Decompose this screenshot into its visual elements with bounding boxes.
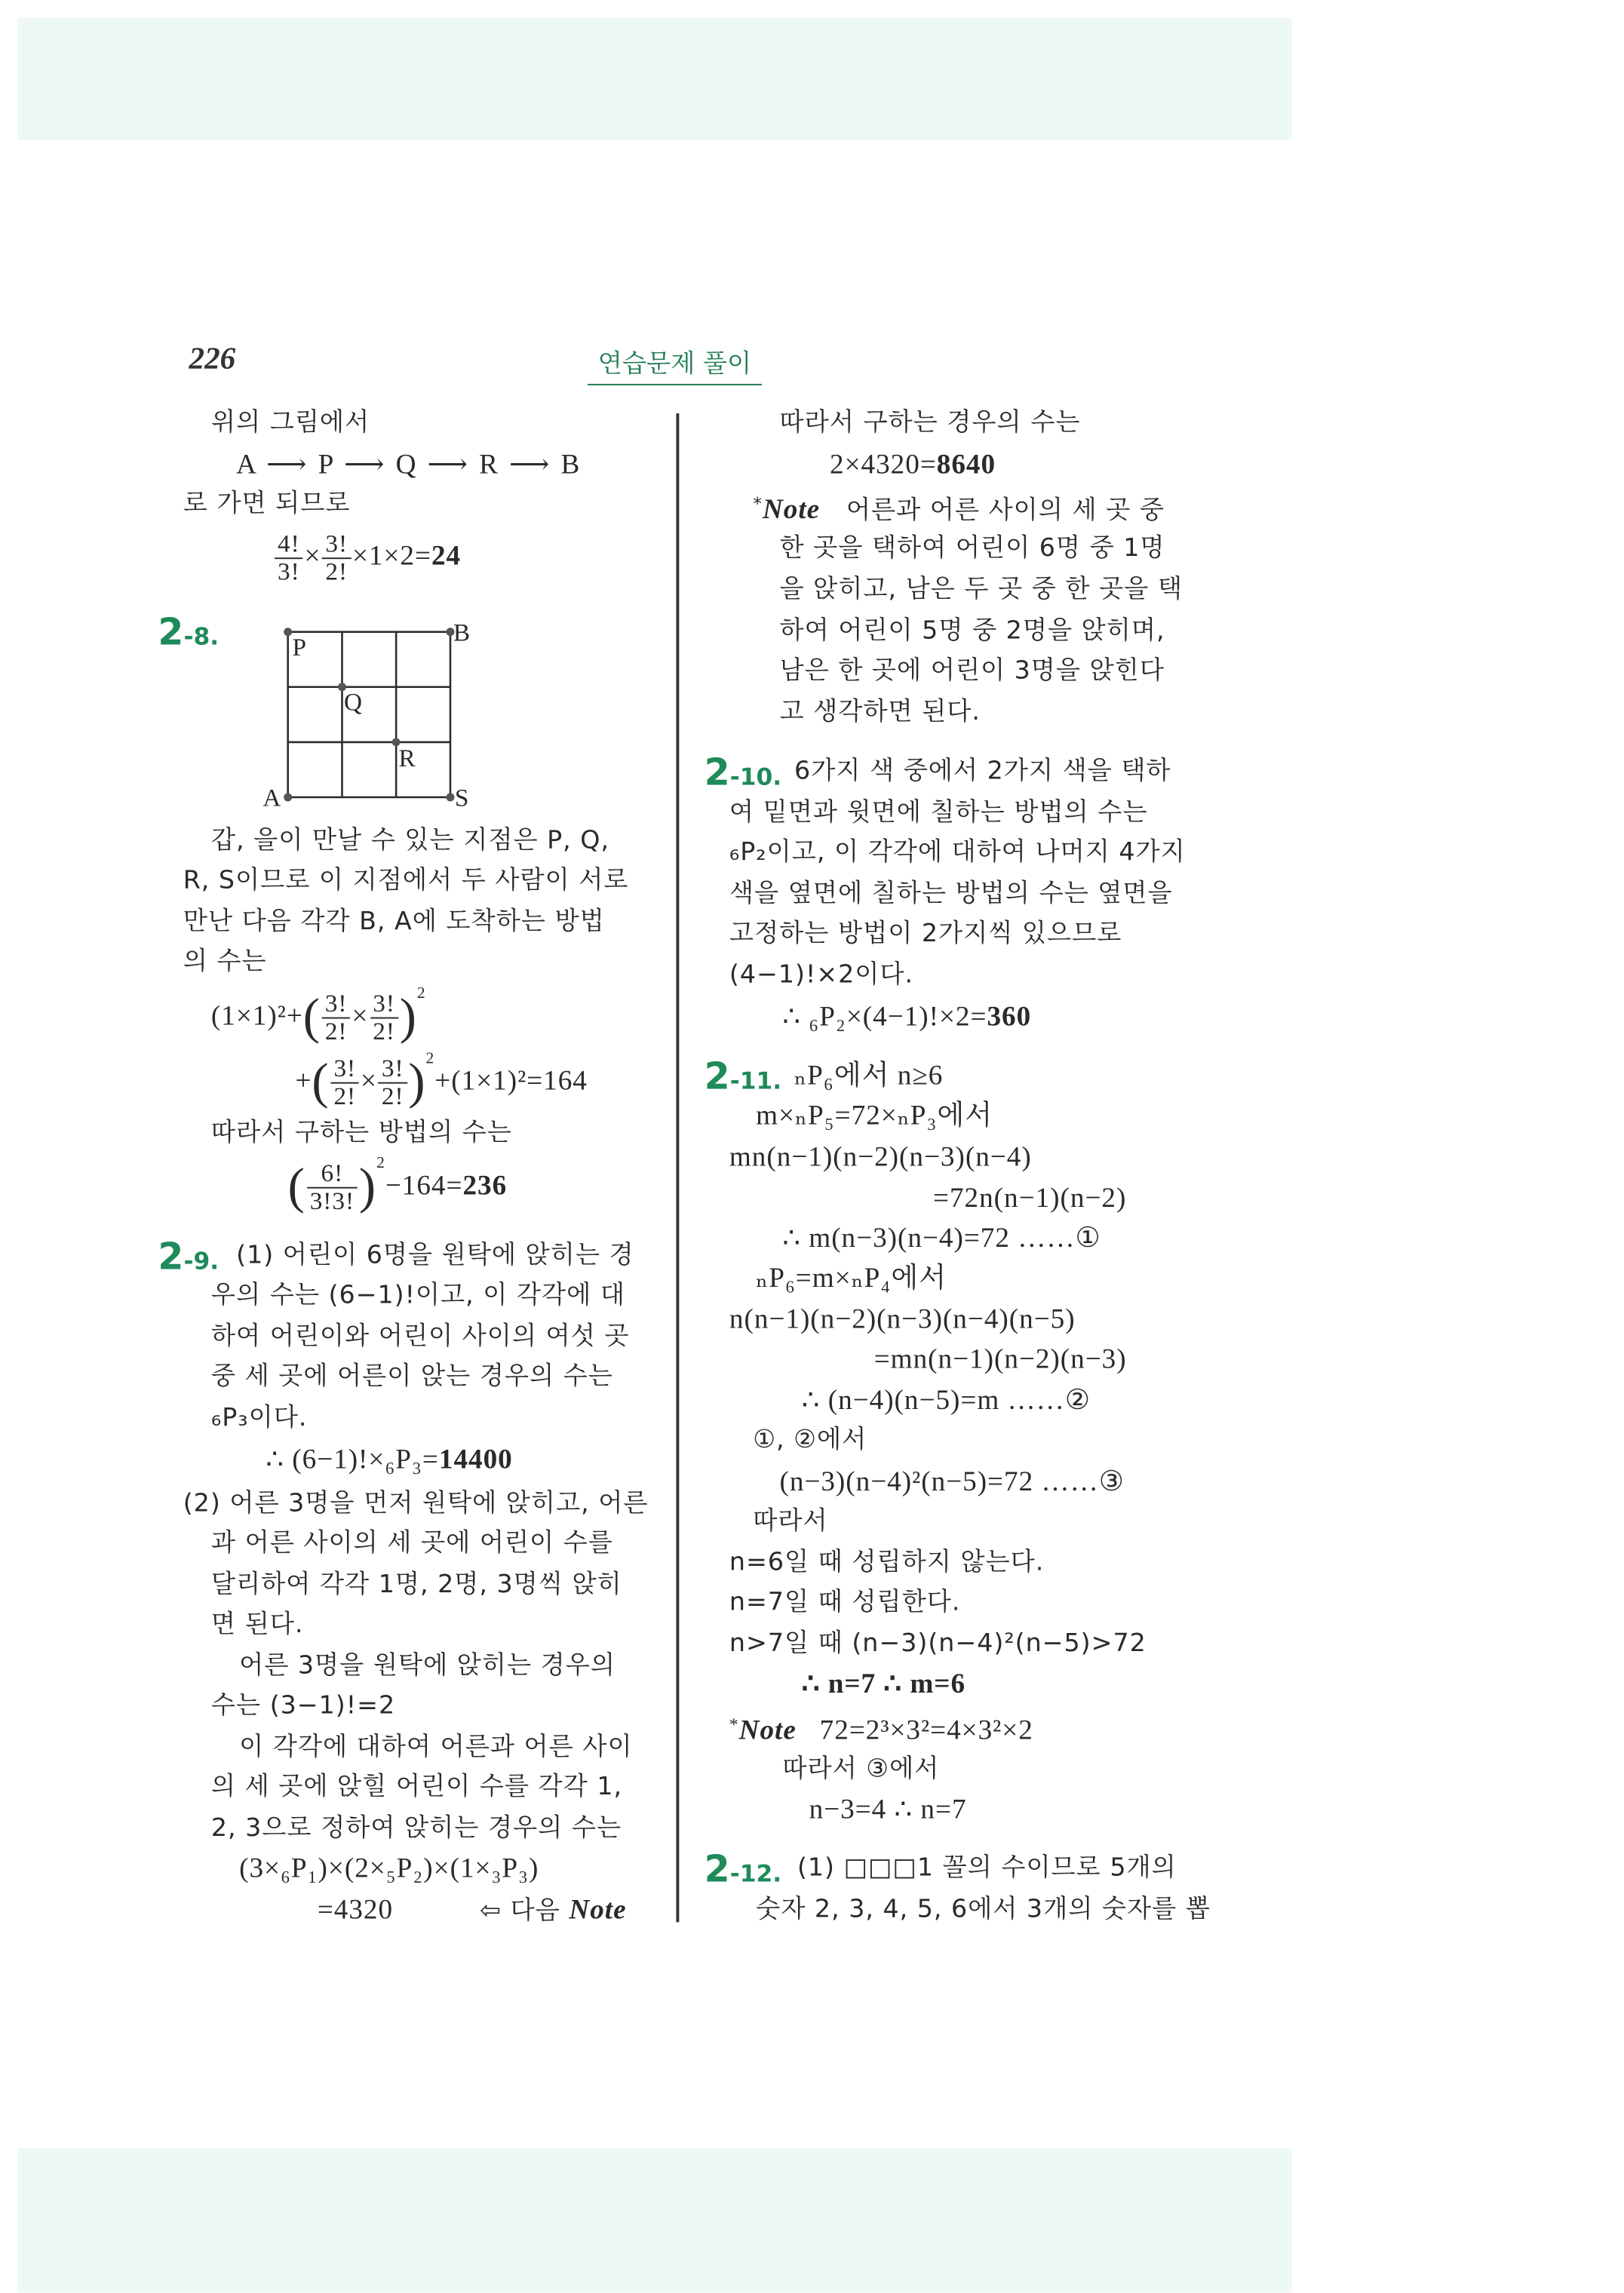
grid-diagram [251,612,487,819]
text-line: n=7일 때 성립한다. [729,1588,961,1618]
text-line: m×ₙP₅=72×ₙP₃에서 [756,1100,993,1132]
text-line: (1) 어린이 6명을 원탁에 앉히는 경 [236,1241,634,1271]
text-line: ₆P₂이고, 이 각각에 대하여 나머지 4가지 [729,837,1186,867]
formula-line-164: +( $\frac{3!}{2!}$ × $\frac{3!}{2!}$ )$^2$+(1×1)²=164 [295,1049,588,1111]
top-tint-band [17,17,1291,140]
text-line: 면 된다. [210,1610,304,1640]
text-line: 따라서 [753,1506,828,1536]
formula-24: $\frac{4!}{3!}$ × $\frac{3!}{2!}$ ×1×2=24 [273,531,461,585]
text-line: 갑, 을이 만날 수 있는 지점은 P, Q, [210,826,609,856]
text-line: (n−3)(n−4)²(n−5)=72 ……③ [779,1466,1125,1498]
text-line: n(n−1)(n−2)(n−3)(n−4)(n−5) [729,1304,1076,1336]
section-title: 연습문제 풀이 [588,342,762,385]
text-line: 6가지 색 중에서 2가지 색을 택하 [794,757,1171,787]
text-line: (1) □□□1 꼴의 수이므로 5개의 [797,1853,1177,1883]
text-line: 여 밑면과 윗면에 칠하는 방법의 수는 [729,797,1148,828]
fraction: $\frac{4!}{3!}$ [275,531,303,585]
text-line: 2, 3으로 정하여 앉히는 경우의 수는 [210,1813,622,1843]
page-number: 226 [189,340,236,376]
text-line: 만난 다음 각각 B, A에 도착하는 방법 [183,907,605,937]
text-line: ₙP₆에서 n≥6 [794,1061,944,1092]
answer-line: ∴ (6−1)!×₆P₃=14400 [266,1444,513,1476]
text-line: ①, ②에서 [753,1425,867,1455]
text-line: (4−1)!×2이다. [729,960,914,990]
problem-label-2-10: 2-10. [704,751,782,794]
grid-label-p: P [292,634,307,662]
problem-label-2-12: 2-12. [704,1847,782,1891]
text-line: 달리하여 각각 1명, 2명, 3명씩 앉히 [210,1570,622,1600]
answer-line: ∴ n=7 ∴ m=6 [801,1668,966,1700]
problem-label-2-9: 2-9. [158,1235,220,1278]
grid-label-a: A [262,784,281,812]
text-line: 색을 옆면에 칠하는 방법의 수는 옆면을 [729,879,1173,909]
text-line: n>7일 때 (n−3)(n−4)²(n−5)>72 [729,1628,1147,1659]
text-line: ∴ (n−4)(n−5)=m ……② [801,1385,1091,1417]
text-line: 고정하는 방법이 2가지씩 있으므로 [729,919,1122,949]
formula-line: (1×1)²+( $\frac{3!}{2!}$ × $\frac{3!}{2!}$ )$^2$ [210,984,426,1046]
path-sequence: A ⟶ P ⟶ Q ⟶ R ⟶ B [236,449,581,481]
text-line: n−3=4 ∴ n=7 [809,1794,967,1826]
text-line: 고 생각하면 된다. [779,697,981,727]
text-line: 을 앉히고, 남은 두 곳 중 한 곳을 택 [779,575,1183,605]
text-line: 어른 3명을 원탁에 앉히는 경우의 [239,1651,616,1681]
formula-line: (3×₆P₁)×(2×₅P₂)×(1×₃P₃) [239,1853,539,1885]
bottom-tint-band [17,2148,1291,2293]
text-line: 위의 그림에서 [210,408,370,438]
text-line: =72n(n−1)(n−2) [933,1183,1127,1214]
grid-label-r: R [398,744,416,772]
text-line: =mn(n−1)(n−2)(n−3) [873,1344,1127,1376]
text-line: (2) 어른 3명을 먼저 원탁에 앉히고, 어른 [183,1488,649,1519]
grid-label-s: S [454,784,469,812]
text-line: 숫자 2, 3, 4, 5, 6에서 3개의 숫자를 뽑 [756,1895,1211,1925]
problem-label-2-11: 2-11. [704,1054,782,1098]
fraction: $\frac{3!}{2!}$ [322,531,351,585]
text-line: 수는 (3−1)!=2 [210,1691,396,1721]
answer-line: ∴ ₆P₂×(4−1)!×2=360 [782,1002,1032,1033]
formula-line: =4320 [317,1895,394,1926]
problem-label-2-8: 2-8. [158,610,220,654]
grid-label-q: Q [344,688,363,717]
answer-line: 2×4320=8640 [830,449,996,481]
text-line: 남은 한 곳에 어린이 3명을 앉힌다 [779,656,1165,686]
grid-label-b: B [453,619,471,647]
text-line: ∴ m(n−3)(n−4)=72 ……① [782,1223,1101,1254]
text-line: 하여 어린이 5명 중 2명을 앉히며, [779,616,1165,646]
text-line: 한 곳을 택하여 어린이 6명 중 1명 [779,533,1165,563]
text-line: n=6일 때 성립하지 않는다. [729,1548,1045,1578]
note-reference: ⇦ 다음 Note [480,1895,627,1926]
answer: 24 [431,541,462,572]
answer: 236 [462,1171,508,1202]
note-line: *Note 어른과 어른 사이의 세 곳 중 [753,493,1165,526]
text-line: 따라서 구하는 방법의 수는 [210,1118,512,1148]
text-line: 과 어른 사이의 세 곳에 어린이 수를 [210,1528,613,1558]
text-line: 로 가면 되므로 [183,489,351,519]
text-line: 따라서 구하는 경우의 수는 [779,408,1081,438]
text-line: ₆P₃이다. [210,1403,308,1433]
text-line: 이 각각에 대하여 어른과 어른 사이 [239,1732,633,1763]
text-line: 의 수는 [183,947,267,977]
text-line: ₙP₆=m×ₙP₄에서 [756,1263,947,1294]
text-line: R, S이므로 이 지점에서 두 사람이 서로 [183,865,629,896]
text-line: 따라서 ③에서 [782,1754,940,1785]
column-divider [676,413,678,1922]
formula-236: ( $\frac{6!}{3!3!}$ )$^2$−164=236 [287,1154,508,1216]
text-line: mn(n−1)(n−2)(n−3)(n−4) [729,1141,1032,1174]
note-line: *Note 72=2³×3²=4×3²×2 [729,1714,1033,1747]
text-line: 중 세 곳에 어른이 앉는 경우의 수는 [210,1361,613,1392]
text-line: 우의 수는 (6−1)!이고, 이 각각에 대 [210,1280,625,1311]
text-line: 의 세 곳에 앉힐 어린이 수를 각각 1, [210,1772,623,1802]
text-line: 하여 어린이와 어린이 사이의 여섯 곳 [210,1321,630,1352]
